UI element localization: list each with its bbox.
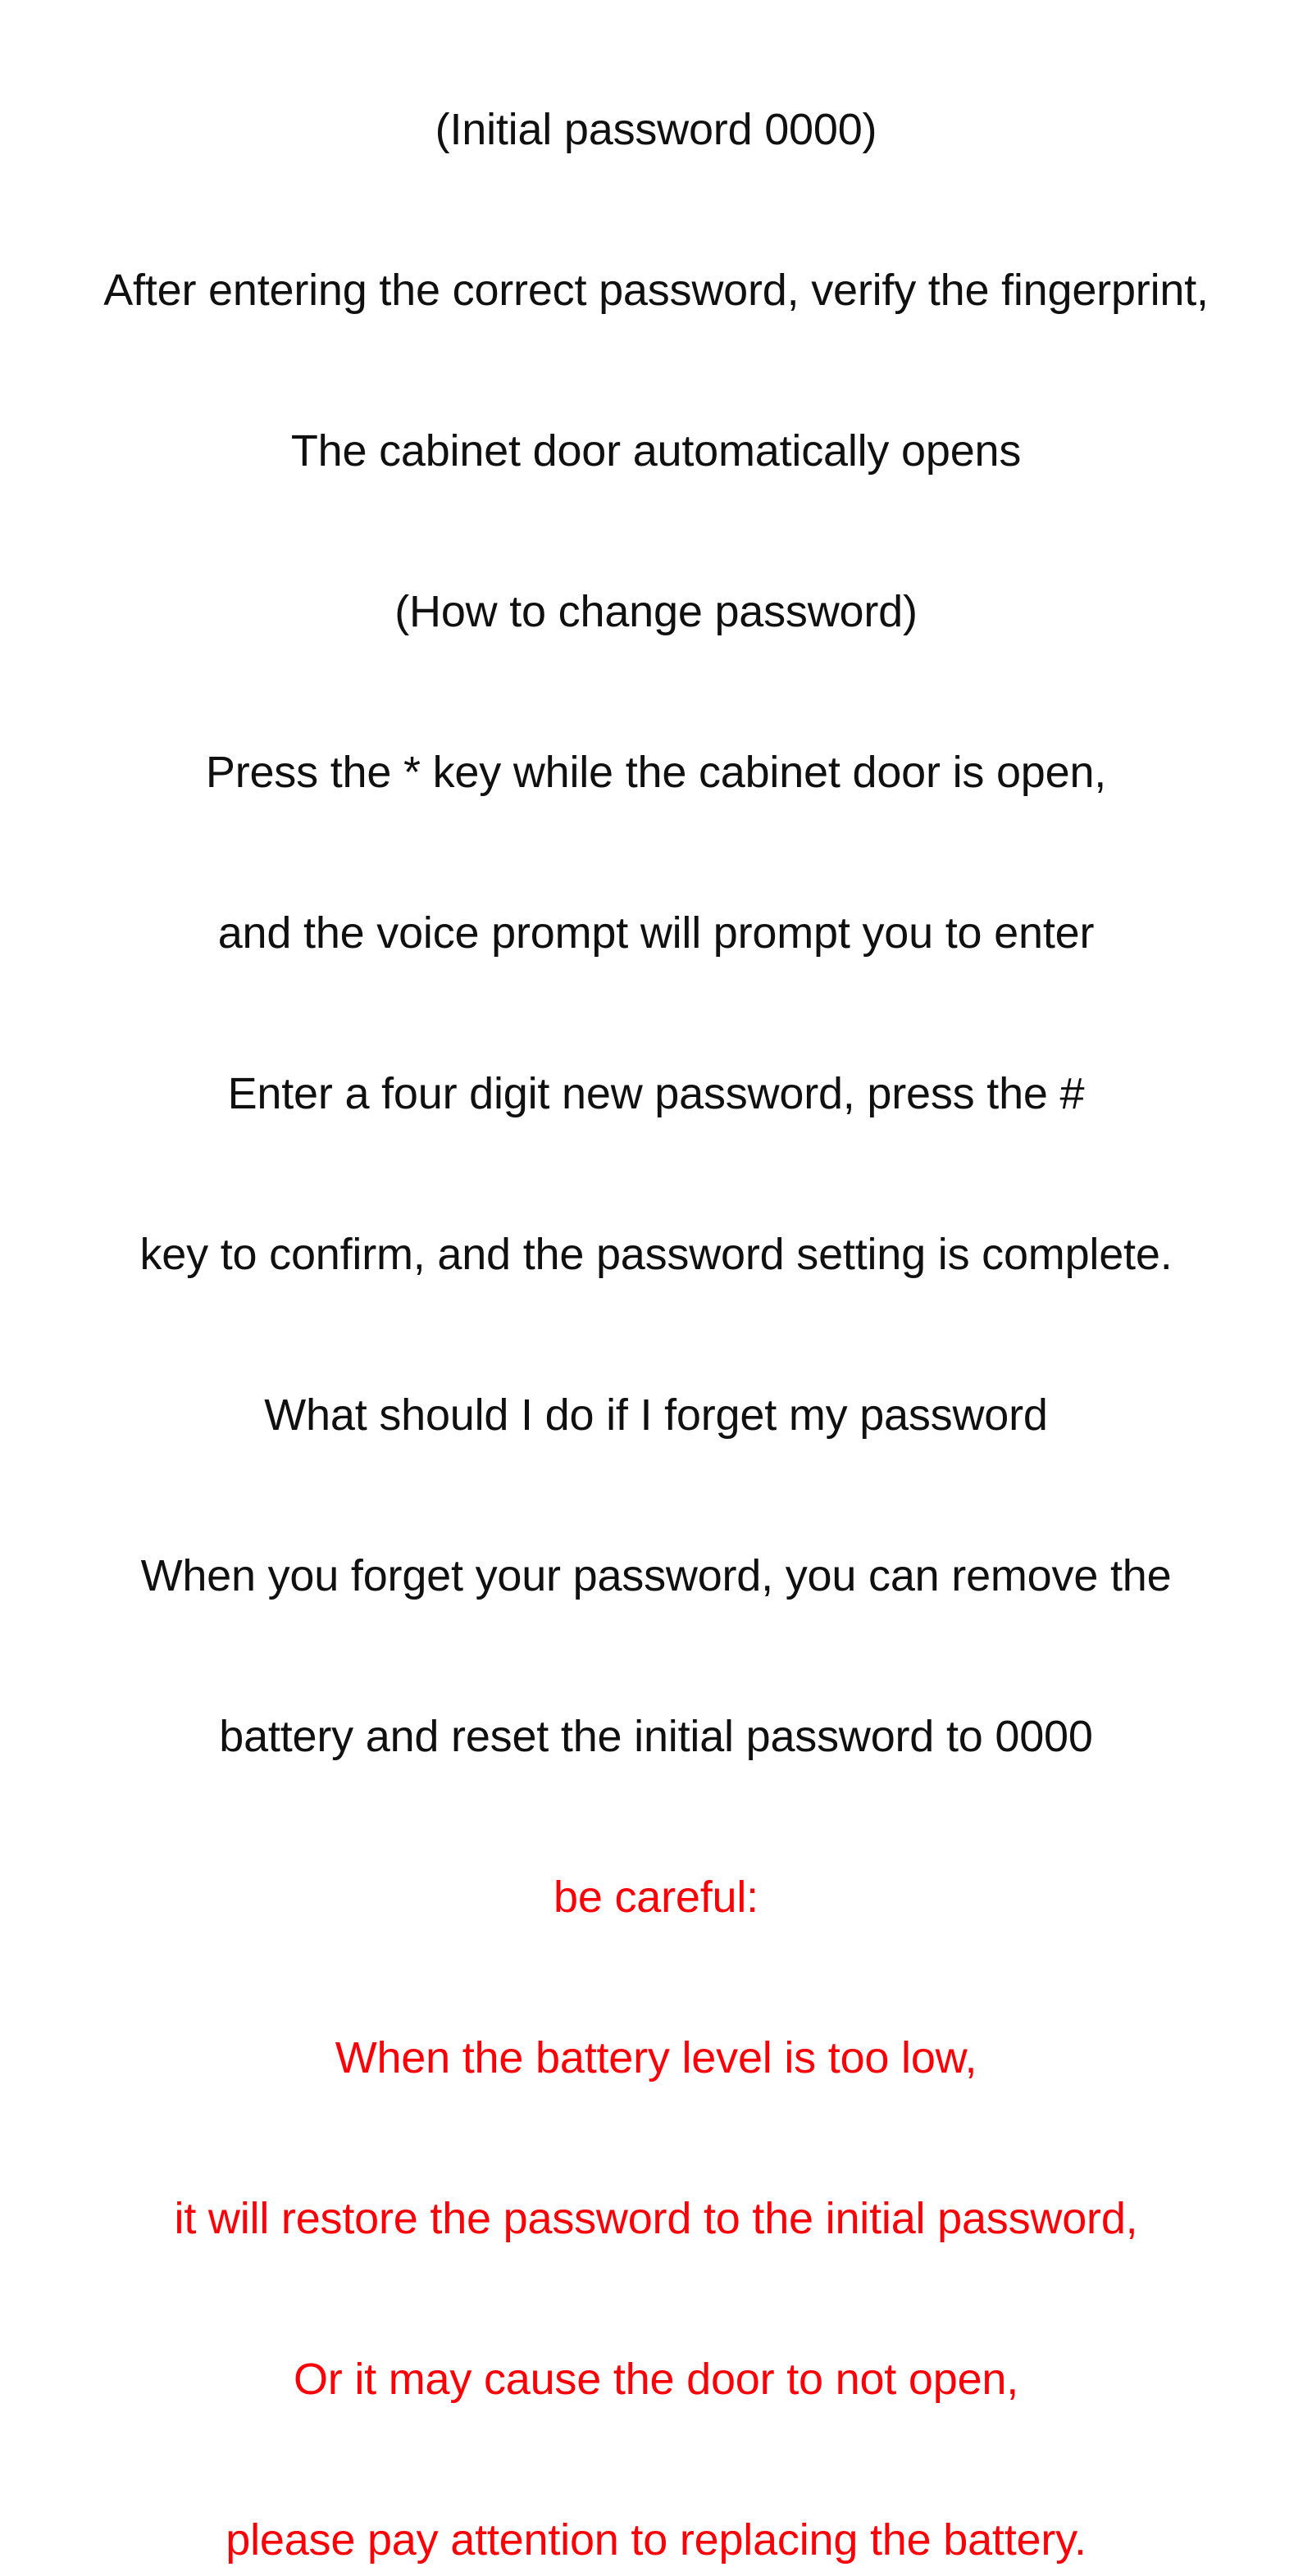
warning-heading: be careful:	[554, 1873, 758, 1922]
instruction-line-door-opens: The cabinet door automatically opens	[290, 426, 1022, 476]
instruction-line-forgot-password-heading: What should I do if I forget my password	[264, 1390, 1048, 1440]
warning-line-low-battery: When the battery level is too low,	[335, 2033, 977, 2082]
instruction-line-reset-to-0000: battery and reset the initial password to 0000	[219, 1712, 1093, 1761]
warning-line-replace-battery: please pay attention to replacing the battery.	[226, 2515, 1086, 2565]
instruction-line-enter-new-password: Enter a four digit new password, press the #	[227, 1069, 1085, 1118]
instruction-line-initial-password: (Initial password 0000)	[435, 105, 877, 154]
warning-line-door-may-not-open: Or it may cause the door to not open,	[293, 2355, 1019, 2404]
instruction-line-change-password-heading: (How to change password)	[394, 587, 918, 636]
instruction-line-remove-battery: When you forget your password, you can remove the	[140, 1551, 1172, 1600]
instruction-line-confirm-password: key to confirm, and the password setting is complete.	[139, 1230, 1173, 1279]
instruction-line-verify-fingerprint: After entering the correct password, verify the fingerprint,	[103, 266, 1209, 315]
instruction-line-voice-prompt: and the voice prompt will prompt you to enter	[217, 908, 1095, 958]
warning-line-restore-password: it will restore the password to the initial password,	[174, 2194, 1138, 2243]
instruction-line-press-star-key: Press the * key while the cabinet door is open,	[205, 748, 1107, 797]
